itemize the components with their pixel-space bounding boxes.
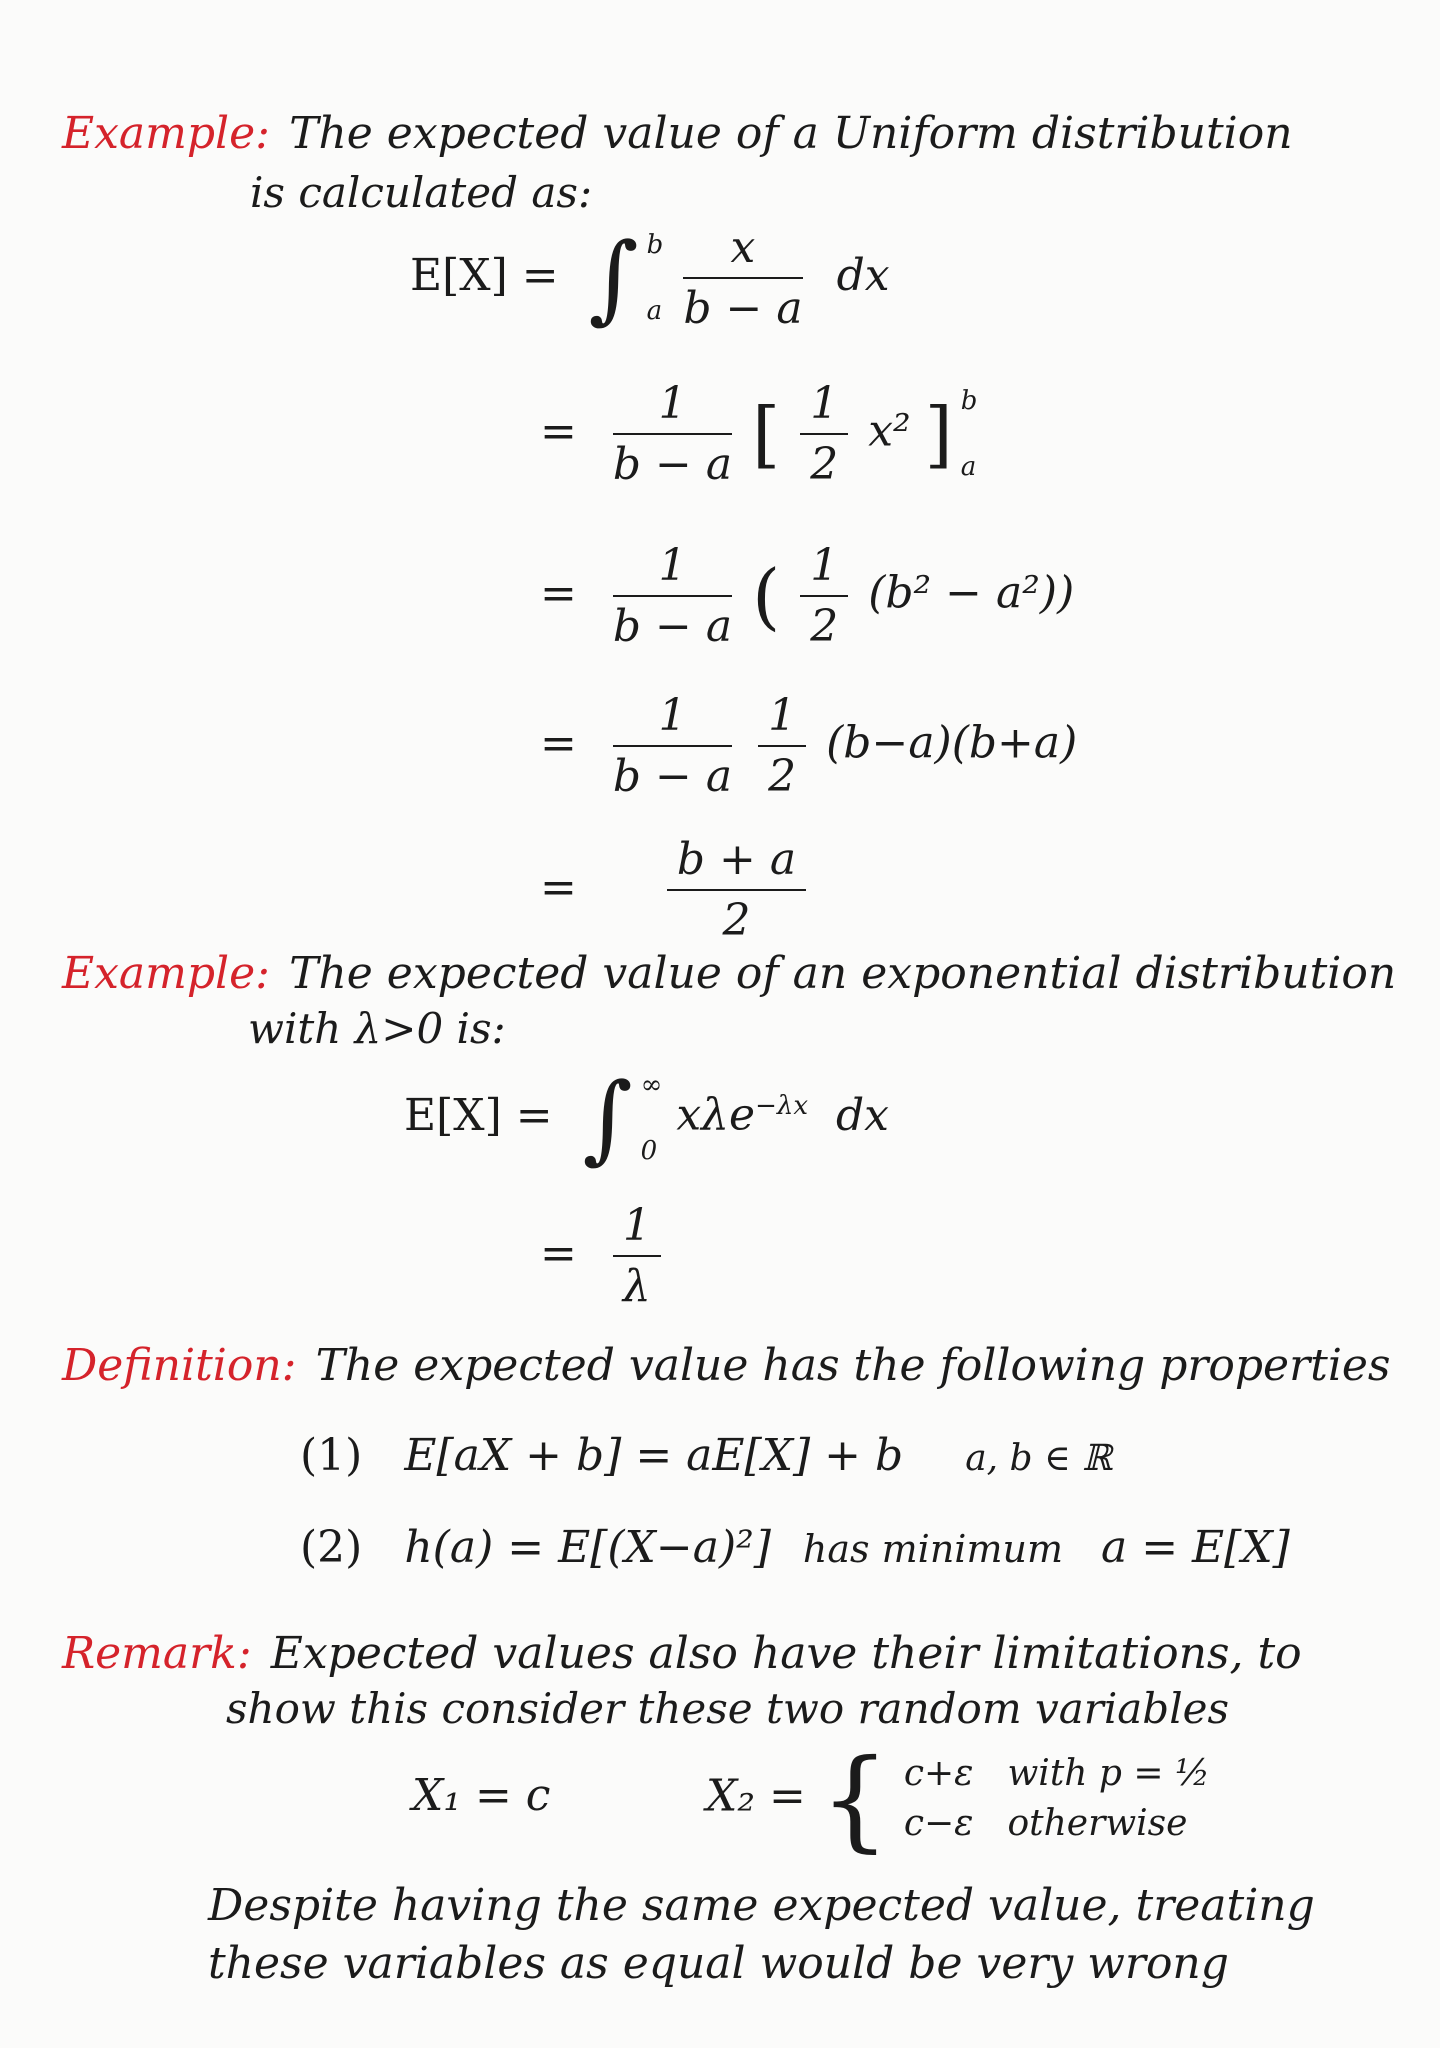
lower-limit: a xyxy=(646,296,663,326)
lhs: E[X] = xyxy=(410,249,559,301)
evaluation-limits: b a xyxy=(960,386,978,482)
example-label: Example: xyxy=(62,108,270,159)
exponential-result: = $\frac{1}{\lambda}$ xyxy=(540,1200,667,1312)
definition-heading xyxy=(62,1340,1391,1391)
exponent: −λx xyxy=(755,1090,809,1121)
integrand-fraction xyxy=(683,222,802,334)
example-label: Example: xyxy=(62,948,270,999)
upper-limit: b xyxy=(646,230,664,260)
denominator: b − a xyxy=(683,283,803,334)
result-fraction: $\frac{b + a}{2}$ xyxy=(667,834,806,946)
example-uniform-heading xyxy=(62,108,1293,159)
uniform-integral xyxy=(410,222,890,334)
property-2: (2) h(a) = E[(X−a)²] has minimum a = E[X] xyxy=(300,1522,1290,1573)
example-text-continued: is calculated as: xyxy=(250,168,593,217)
integrand: xλe xyxy=(676,1089,756,1141)
uniform-step-1: = $\frac{1}{b - a}$ [ $\frac{1}{2}$ x² ] b a xyxy=(540,378,978,490)
definition-text: The expected value has the following properties xyxy=(315,1340,1391,1391)
remark-text-continued: show this consider these two random variables xyxy=(226,1684,1230,1733)
random-variable-x2: X₂ = { c+ε with p = ½ c−ε otherwise xyxy=(706,1735,1210,1863)
differential: dx xyxy=(836,249,890,301)
random-variable-x1: X₁ = c xyxy=(412,1770,551,1821)
remark-heading xyxy=(62,1628,1302,1679)
example-text: The expected value of an exponential distribution xyxy=(289,948,1397,999)
example-text-continued: with λ>0 is: xyxy=(248,1004,506,1053)
uniform-result: = $\frac{b + a}{2}$ xyxy=(540,834,812,946)
integral-sign: ∫ xyxy=(582,1062,633,1174)
numerator: x xyxy=(683,222,802,279)
coefficient-fraction: $\frac{1}{b - a}$ xyxy=(612,378,733,490)
integral-sign: ∫ xyxy=(588,222,639,334)
example-exponential-heading xyxy=(62,948,1396,999)
remark-label: Remark: xyxy=(62,1628,252,1679)
closing-line-2: these variables as equal would be very wrong xyxy=(208,1938,1229,1989)
cases: c+ε with p = ½ c−ε otherwise xyxy=(903,1752,1210,1844)
cases-brace: { xyxy=(819,1735,890,1863)
exponential-integral: E[X] = ∫ ∞ 0 xλe$^{-\lambda x}$ dx xyxy=(404,1062,889,1174)
half-fraction: $\frac{1}{2}$ xyxy=(800,378,848,490)
closing-line-1: Despite having the same expected value, treating xyxy=(208,1880,1315,1931)
property-1: (1) E[aX + b] = aE[X] + b a, b ∈ ℝ xyxy=(300,1430,1113,1481)
definition-label: Definition: xyxy=(62,1340,297,1391)
example-text: The expected value of a Uniform distribution xyxy=(289,108,1293,159)
remark-text: Expected values also have their limitations, to xyxy=(270,1628,1302,1679)
uniform-step-2: = $\frac{1}{b - a}$ ( $\frac{1}{2}$ (b² − a²)) xyxy=(540,540,1075,652)
uniform-step-3: = $\frac{1}{b - a}$ $\frac{1}{2}$ (b−a)(b+a) xyxy=(540,690,1078,802)
integral-limits xyxy=(647,232,664,324)
